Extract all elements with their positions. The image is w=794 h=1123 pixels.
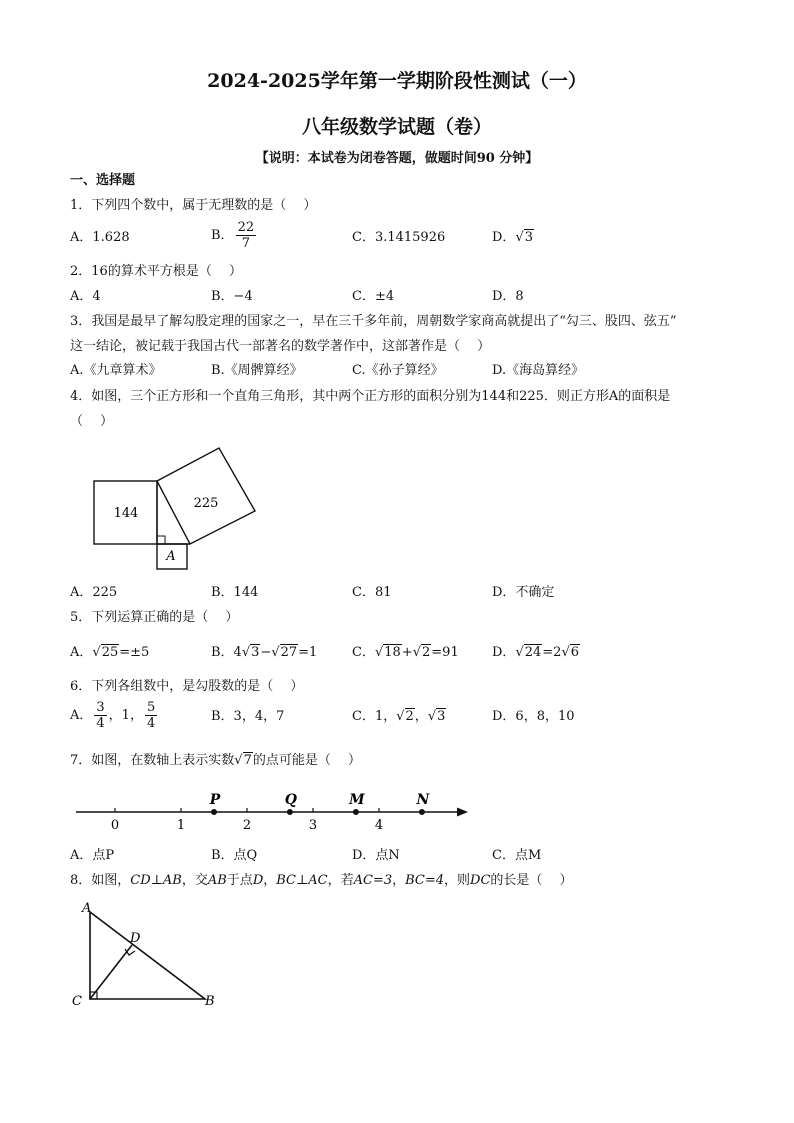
q4-stem-line1: 4．如图，三个正方形和一个直角三角形，其中两个正方形的面积分别为144和225．则正方形A的面积是 [70,389,671,404]
tick-label: 4 [374,818,384,833]
exam-note: 【说明：本试卷为闭卷答题，做题时间90 分钟】 [255,151,539,166]
q3-option-c: C.《孙子算经》 [352,363,444,378]
point-label-q: Q [284,792,298,808]
q4-option-c: C．81 [352,585,392,600]
q5-option-b: B．4√3−√27=1 [211,645,318,660]
point-label-p: P [209,792,221,808]
q4-option-a: A．225 [70,585,118,600]
sqrt: √3 [515,230,534,245]
left-square-label: 144 [113,506,139,521]
q1-option-c: C．3.1415926 [352,230,446,245]
label-b: B [205,994,215,1009]
exam-title: 2024-2025学年第一学期阶段性测试（一） [207,70,587,92]
q7-stem: 7．如图，在数轴上表示实数√7的点可能是（ ） [70,753,361,768]
q1-option-a: A．1.628 [70,230,130,245]
q8-stem: 8．如图，CD⊥AB，交AB于点D，BC⊥AC，若AC=3，BC=4，则DC的长是（ ） [70,873,573,888]
section-heading: 一、选择题 [70,173,136,188]
q4-option-b: B．144 [211,585,259,600]
q3-option-a: A.《九章算术》 [70,363,162,378]
q2-stem: 2．16的算术平方根是（ ） [70,264,242,279]
q5-option-c: C．√18+√2=91 [352,645,459,660]
q6-stem: 6．下列各组数中，是勾股数的是（ ） [70,679,304,694]
q7-number-line [70,788,470,838]
right-square-label: 225 [193,496,219,511]
q2-option-a: A．4 [70,289,101,304]
q5-option-a: A．√25=±5 [70,645,150,660]
q5-stem: 5．下列运算正确的是（ ） [70,610,239,625]
segment-cd [90,945,132,999]
q4-option-d: D．不确定 [492,585,555,600]
q1-option-b: B． $\frac{22}{7}$ [211,220,255,251]
q1-stem: 1．下列四个数中，属于无理数的是（ ） [70,198,317,213]
q3-option-d: D.《海岛算经》 [492,363,585,378]
q4-stem-line2: （ ） [70,414,114,429]
q8-triangle-figure [68,898,238,1013]
q4-squares-figure [90,445,260,575]
q7-option-d: D．点N [352,848,400,863]
tick-label: 1 [176,818,186,833]
q5-option-d: D．√24=2√6 [492,645,580,660]
q7-option-b: B．点Q [211,848,258,863]
q2-option-c: C．±4 [352,289,395,304]
q3-option-b: B.《周髀算经》 [211,363,303,378]
q2-option-b: B．−4 [211,289,253,304]
point-p [211,809,217,815]
tick-label: 2 [242,818,252,833]
point-label-n: N [416,792,430,808]
tick-label: 0 [110,818,120,833]
point-q [287,809,293,815]
q6-option-b: B．3，4，7 [211,709,285,724]
q6-option-c: C．1，√2，√3 [352,709,446,724]
label-a: A [82,901,92,916]
point-label-m: M [349,792,365,808]
small-square-label: A [166,549,176,564]
point-n [419,809,425,815]
q7-option-a: A．点P [70,848,115,863]
label-c: C [72,994,82,1009]
q6-option-d: D．6，8，10 [492,709,575,724]
exam-subtitle: 八年级数学试题（卷） [301,116,492,138]
triangle-abc [90,912,205,999]
q3-stem-line2: 这一结论，被记载于我国古代一部著名的数学著作中，这部著作是（ ） [70,339,491,354]
point-m [353,809,359,815]
q1-option-d: D．√3 [492,230,534,245]
tick-label: 3 [308,818,318,833]
q3-stem-line1: 3．我国是最早了解勾股定理的国家之一，早在三千多年前，周朝数学家商高就提出了“勾三、股四、弦五” [70,314,677,329]
q2-option-d: D．8 [492,289,524,304]
q6-option-a: A． $\frac{3}{4}$ ，1， $\frac{5}{4}$ [70,700,156,731]
fraction: $\frac{22}{7}$ [237,220,255,251]
arrow-head [457,808,468,817]
q7-option-c: C．点M [492,848,542,863]
label-d: D [130,931,141,946]
